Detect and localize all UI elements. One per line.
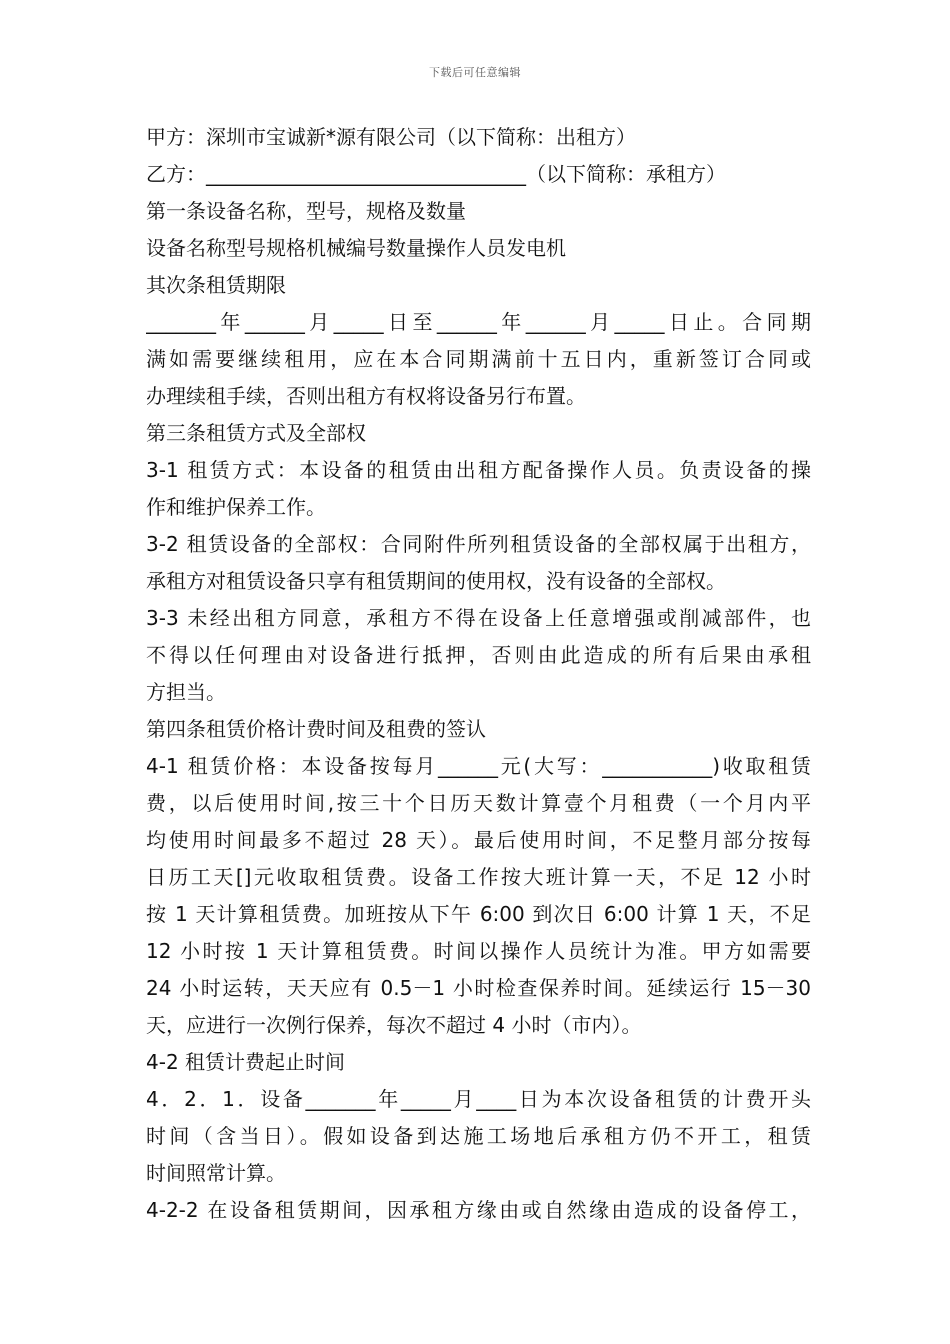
contract-line: 第四条租赁价格计费时间及租费的签认 [146,717,486,741]
contract-line: 甲方：深圳市宝诚新*源有限公司（以下简称：出租方） [146,125,636,149]
contract-line: 均使用时间最多不超过 28 天）。最后使用时间，不足整月部分按每 [146,828,811,852]
contract-line: 不得以任何理由对设备进行抵押，否则由此造成的所有后果由承租 [146,643,811,667]
contract-line: 3-2 租赁设备的全部权：合同附件所列租赁设备的全部权属于出租方， [146,532,811,556]
contract-line: 3-3 未经出租方同意，承租方不得在设备上任意增强或削减部件，也 [146,606,811,630]
contract-line: 时间（含当日）。假如设备到达施工场地后承租方仍不开工，租赁 [146,1124,811,1148]
contract-line: 满如需要继续租用，应在本合同期满前十五日内，重新签订合同或 [146,347,811,371]
contract-line: 24 小时运转，天天应有 0.5－1 小时检查保养时间。延续运行 15－30 [146,976,811,1000]
contract-line: 12 小时按 1 天计算租赁费。时间以操作人员统计为准。甲方如需要 [146,939,811,963]
contract-line: 日历工天[]元收取租赁费。设备工作按大班计算一天，不足 12 小时 [146,865,811,889]
contract-line: 其次条租赁期限 [146,273,286,297]
contract-line: 设备名称型号规格机械编号数量操作人员发电机 [146,236,566,260]
page-header: 下载后可任意编辑 [429,66,521,79]
contract-line: 承租方对租赁设备只享有租赁期间的使用权，没有设备的全部权。 [146,569,726,593]
contract-line: 办理续租手续，否则出租方有权将设备另行布置。 [146,384,586,408]
contract-line: 按 1 天计算租赁费。加班按从下午 6:00 到次日 6:00 计算 1 天，不足 [146,902,811,926]
contract-body [146,119,811,1229]
contract-line: 乙方：________________________________（以下简称：承租方） [146,162,726,186]
contract-line: 时间照常计算。 [146,1161,286,1185]
contract-line: _______年______月_____日至______年______月_____日止。合同期 [146,310,811,334]
contract-line: 4-2-2 在设备租赁期间，因承租方缘由或自然缘由造成的设备停工， [146,1198,811,1222]
contract-line: 作和维护保养工作。 [146,495,326,519]
contract-line: 4．2．1．设备_______年_____月____日为本次设备租赁的计费开头 [146,1087,811,1111]
contract-line: 天，应进行一次例行保养，每次不超过 4 小时（市内）。 [146,1013,642,1037]
contract-line: 4-2 租赁计费起止时间 [146,1050,346,1074]
contract-line: 3-1 租赁方式：本设备的租赁由出租方配备操作人员。负责设备的操 [146,458,811,482]
contract-line: 第三条租赁方式及全部权 [146,421,366,445]
contract-line: 4-1 租赁价格：本设备按每月______元(大写：___________)收取租赁 [146,754,811,778]
contract-line: 费，以后使用时间,按三十个日历天数计算壹个月租费（一个月内平 [146,791,811,815]
contract-line: 第一条设备名称，型号，规格及数量 [146,199,466,223]
contract-line: 方担当。 [146,680,226,704]
